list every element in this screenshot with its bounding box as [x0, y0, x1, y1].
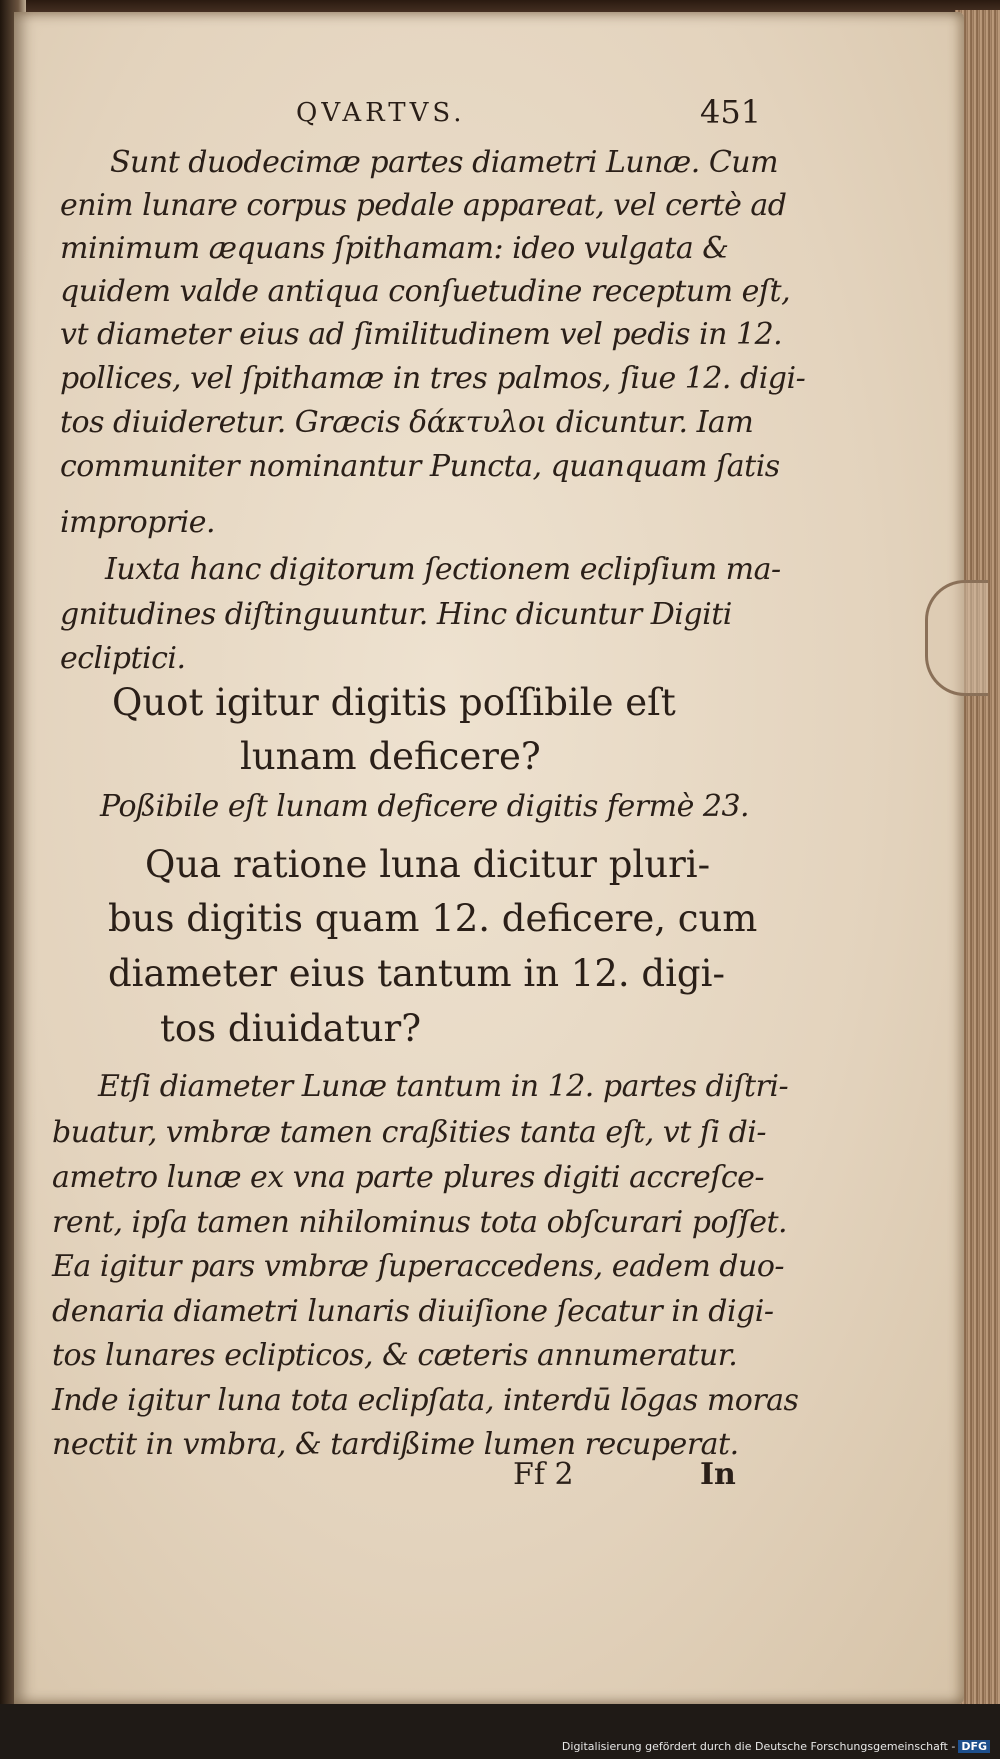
para1-line: tos diuideretur. Græcis δάκτυλοι dicuntur. Iam	[60, 405, 754, 440]
para1-line: quidem valde antiqua conſuetudine receptum eſt,	[60, 274, 791, 309]
para3-line: Inde igitur luna tota eclipſata, interdū lōgas moras	[52, 1383, 799, 1418]
para1-line: improprie.	[60, 505, 216, 540]
para2-line: ecliptici.	[60, 641, 186, 676]
para3-line: ametro lunæ ex vna parte plures digiti accreſce-	[52, 1160, 765, 1195]
para1-line: minimum æquans ſpithamam: ideo vulgata &	[60, 231, 729, 266]
para3-line: Ea igitur pars vmbræ ſuperaccedens, eadem duo-	[52, 1249, 785, 1284]
para3-line: Etſi diameter Lunæ tantum in 12. partes diſtri-	[98, 1069, 789, 1104]
signature-mark: Ff 2	[513, 1457, 574, 1492]
para3-line: tos lunares eclipticos, & cæteris annumeratur.	[52, 1338, 738, 1373]
para2-line: gnitudines diſtinguuntur. Hinc dicuntur Digiti	[60, 597, 732, 632]
page-number: 451	[700, 93, 762, 131]
question2-line: Qua ratione luna dicitur pluri-	[145, 843, 711, 886]
question2-line: tos diuidatur?	[160, 1007, 422, 1050]
para3-line: nectit in vmbra, & tardißime lumen recuperat.	[52, 1427, 739, 1462]
running-head: QVARTVS.	[296, 98, 466, 128]
credit-text: Digitalisierung gefördert durch die Deutsche Forschungsgemeinschaft -	[561, 1740, 956, 1753]
para1-line: vt diameter eius ad ſimilitudinem vel pedis in 12.	[60, 317, 783, 352]
para1-line: enim lunare corpus pedale appareat, vel certè ad	[60, 188, 787, 223]
digitization-credit	[562, 1740, 990, 1753]
para2-line: Iuxta hanc digitorum ſectionem eclipſium ma-	[105, 552, 781, 587]
answer1-line: Poßibile eſt lunam deficere digitis fermè 23.	[100, 789, 750, 824]
para3-line: buatur, vmbræ tamen craßities tanta eſt, vt ſi di-	[52, 1115, 767, 1150]
question1-line: lunam deficere?	[240, 735, 541, 778]
para1-line: communiter nominantur Puncta, quanquam ſatis	[60, 449, 780, 484]
para3-line: denaria diametri lunaris diuiſione ſecatur in digi-	[52, 1294, 774, 1329]
para3-line: rent, ipſa tamen nihilominus tota obſcurari poſſet.	[52, 1205, 788, 1240]
dfg-logo: DFG	[958, 1740, 990, 1753]
question1-line: Quot igitur digitis poſſibile eſt	[112, 681, 676, 724]
para1-line: Sunt duodecimæ partes diametri Lunæ. Cum	[110, 145, 779, 180]
bookmark-tab	[925, 580, 988, 696]
question2-line: diameter eius tantum in 12. digi-	[108, 952, 725, 995]
question2-line: bus digitis quam 12. deficere, cum	[108, 897, 758, 940]
catchword: In	[700, 1457, 736, 1492]
para1-line: pollices, vel ſpithamæ in tres palmos, ſiue 12. digi-	[60, 361, 806, 396]
